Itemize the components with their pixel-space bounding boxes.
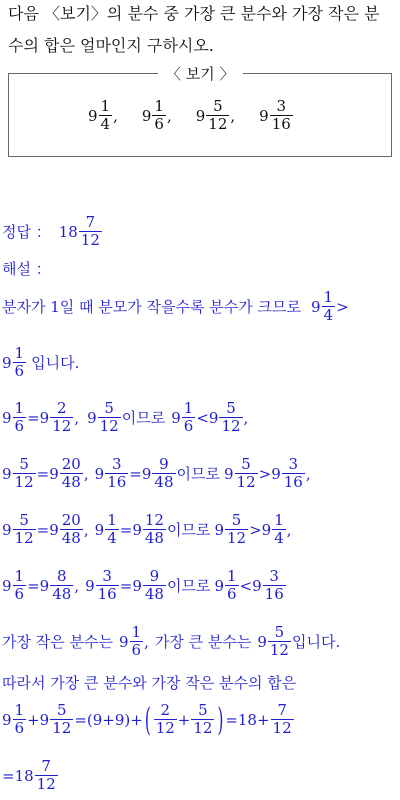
solution-line-1: 분자가 1일 때 분모가 작을수록 분수가 크므로 9 $\frac{1}{4}$ > bbox=[2, 288, 349, 324]
fraction-item-1: 9 $\frac{1}{4}$ , bbox=[88, 97, 118, 133]
solution-line-4: 9 $\frac{5}{12}$ = 9 $\frac{20}{48}$ , 9 $\frac{3}{16}$ = 9 $\frac{9}{48}$ 이므로 9 $\frac{5}{12}$ > 9 $\frac{3}{16}$ , bbox=[2, 455, 311, 491]
solution-label: 해설 ： bbox=[2, 260, 51, 278]
answer-label: 정답 ： bbox=[2, 222, 51, 241]
solution-line-5: 9 $\frac{5}{12}$ = 9 $\frac{20}{48}$ , 9 $\frac{1}{4}$ = 9 $\frac{12}{48}$ 이므로 9 $\frac{5}{12}$ > 9 $\frac{1}{4}$ , bbox=[2, 511, 292, 547]
solution-line-8: 따라서 가장 큰 분수와 가장 작은 분수의 합은 bbox=[2, 674, 297, 692]
fraction-item-3: 9 $\frac{5}{12}$ , bbox=[195, 97, 236, 133]
example-fractions bbox=[88, 98, 294, 133]
question-line-1: 다음 〈보기〉의 분수 중 가장 큰 분수와 가장 작은 분 bbox=[8, 4, 380, 23]
solution-line-9: 9 $\frac{1}{6}$ + 9 $\frac{5}{12}$ = (9+9)+ ( $\frac{2}{12}$ + $\frac{5}{12}$ ) =18+ $\frac{7}{12}$ bbox=[2, 700, 292, 739]
question-line-2: 수의 합은 얼마인지 구하시오. bbox=[8, 36, 214, 55]
example-box-legend: 〈 보기 〉 bbox=[158, 65, 243, 83]
solution-line-2: 9 $\frac{1}{6}$ 입니다. bbox=[2, 344, 80, 380]
fraction-item-4: 9 $\frac{3}{16}$ bbox=[259, 97, 291, 133]
fraction-item-2: 9 $\frac{1}{6}$ , bbox=[141, 97, 172, 133]
answer-line: 정답 ： 18 $\frac{7}{12}$ bbox=[2, 213, 100, 249]
solution-line-10: =18 $\frac{7}{12}$ bbox=[2, 757, 56, 793]
solution-line-7: 가장 작은 분수는 9 $\frac{1}{6}$ , 가장 큰 분수는 9 $\frac{5}{12}$ 입니다. bbox=[2, 623, 341, 659]
solution-line-6: 9 $\frac{1}{6}$ = 9 $\frac{8}{48}$ , 9 $\frac{3}{16}$ = 9 $\frac{9}{48}$ 이므로 9 $\frac{1}{6}$ < 9 $\frac{3}{16}$ bbox=[2, 567, 284, 603]
solution-line-3: 9 $\frac{1}{6}$ = 9 $\frac{2}{12}$ , 9 $\frac{5}{12}$ 이므로 9 $\frac{1}{6}$ < 9 $\frac{5}{12}$ , bbox=[2, 399, 249, 435]
